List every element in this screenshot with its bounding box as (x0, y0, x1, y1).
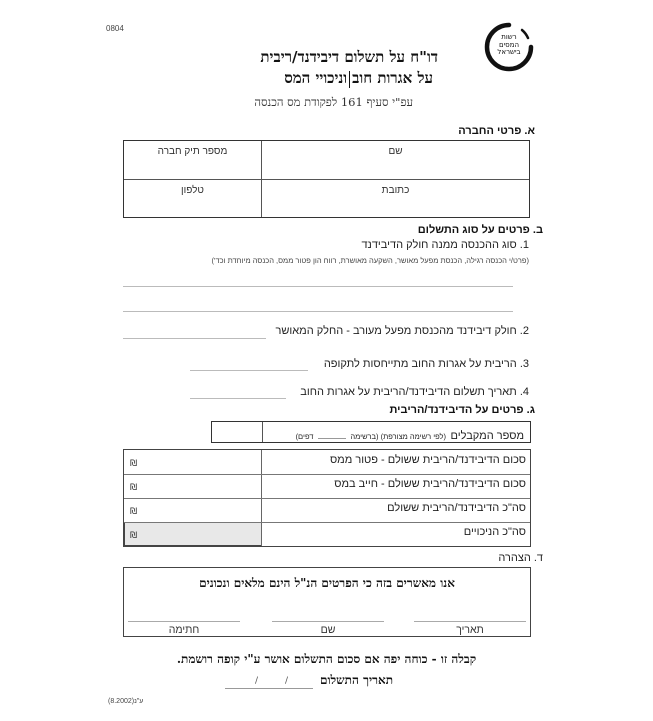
section-g-heading: ג. פרטים על הדיבידנד/הריבית (389, 404, 535, 416)
page-title-line2 (284, 69, 433, 88)
row-label: סכום הדיבידנד/הריבית ששולם - חייב במס (334, 478, 526, 490)
company-details-table (123, 140, 530, 218)
payment-type-note: (פרט/י הכנסה רגילה, הכנסת מפעל מאושר, השקעה מאושרת, רווח הון פטור ממס, הכנסה מיוחדת וכד') (211, 256, 529, 265)
amount-field[interactable] (124, 450, 261, 474)
income-type-line-1[interactable] (123, 286, 513, 287)
logo-line: המסים (498, 40, 520, 49)
signature-label: חתימה (168, 624, 200, 636)
payment-type-item-2: 2. חולק דיבידנד מהכנסת מפעל מעורב - החלק המאושר (275, 325, 529, 337)
name-label: שם (320, 624, 336, 636)
recipients-row (211, 421, 531, 443)
title-separator (349, 71, 350, 88)
row-label: סה"כ הניכויים (463, 526, 526, 538)
company-phone-field[interactable]: טלפון (181, 185, 204, 196)
divider (124, 179, 529, 180)
declaration-box (123, 567, 531, 637)
payment-date-field[interactable] (225, 676, 313, 689)
date-separator: / (255, 676, 259, 686)
payment-date-line[interactable] (190, 398, 286, 399)
signature-line[interactable] (128, 621, 240, 622)
recipients-label: מספר המקבלים (450, 430, 524, 442)
date-label: תאריך (456, 624, 484, 636)
section-a-heading: א. פרטי החברה (458, 125, 535, 137)
income-type-line-2[interactable] (123, 311, 513, 312)
amount-field[interactable] (124, 474, 261, 498)
declaration-text: אנו מאשרים בזה כי הפרטים הנ"ל הינם מלאים ונכונים (199, 576, 455, 590)
company-address-field[interactable]: כתובת (381, 185, 410, 196)
shekel-icon: ₪ (130, 531, 138, 541)
tax-authority-logo (484, 22, 534, 72)
row-label: סה"כ הדיבידנד/הריבית ששולם (387, 502, 526, 514)
table-row (124, 498, 530, 522)
page-title: דו"ח על תשלום דיבידנד/ריבית (260, 48, 438, 66)
shekel-icon: ₪ (130, 483, 138, 493)
table-row (124, 474, 530, 498)
page-subtitle: עפ"י סעיף 161 לפקודת מס הכנסה (254, 95, 413, 109)
title-part1: על אגרות חוב (352, 69, 433, 87)
section-d-heading: ד. הצהרה (498, 552, 543, 564)
payment-type-item-1: 1. סוג ההכנסה ממנה חולק הדיבידנד (361, 239, 529, 251)
receipt-note: קבלה זו - כוחה יפה אם סכום התשלום אושר ע"י קופה רושמת. (176, 652, 477, 666)
logo-line: בישראל (497, 48, 521, 56)
approved-portion-line[interactable] (123, 338, 266, 339)
date-signature-line[interactable] (414, 621, 526, 622)
footer-code: ע"נ(8.2002) (108, 698, 144, 705)
recipients-count-field[interactable] (212, 422, 262, 442)
section-b-heading: ב. פרטים על סוג התשלום (417, 224, 543, 236)
payment-date-label: תאריך התשלום (320, 673, 394, 687)
company-name-field[interactable]: שם (388, 146, 403, 157)
table-row (124, 450, 530, 474)
recipients-pages-label: דפים) (295, 432, 314, 441)
company-file-number-field[interactable]: מספר תיק חברה (157, 146, 228, 157)
row-label: סכום הדיבידנד/הריבית ששולם - פטור ממס (329, 454, 526, 466)
shekel-icon: ₪ (130, 459, 138, 469)
payment-type-item-4: 4. תאריך תשלום הדיבידנד/הריבית על אגרות החוב (300, 386, 529, 398)
title-part2: וניכויי המס (284, 69, 348, 87)
logo-line: רשות (501, 33, 517, 41)
recipients-note: (לפי רשימה מצורפת) (ברשימה (350, 432, 447, 441)
payment-type-item-3: 3. הריבית על אגרות החוב מתייחסות לתקופה (323, 358, 529, 370)
interest-period-line[interactable] (190, 370, 308, 371)
form-code: 0804 (106, 24, 124, 33)
amount-field[interactable] (124, 498, 261, 522)
shekel-icon: ₪ (130, 507, 138, 517)
date-separator: / (285, 676, 289, 686)
payment-amounts-table (123, 449, 531, 547)
table-row (124, 522, 530, 546)
divider (262, 422, 263, 442)
pages-count-field[interactable] (318, 430, 346, 439)
name-signature-line[interactable] (272, 621, 384, 622)
